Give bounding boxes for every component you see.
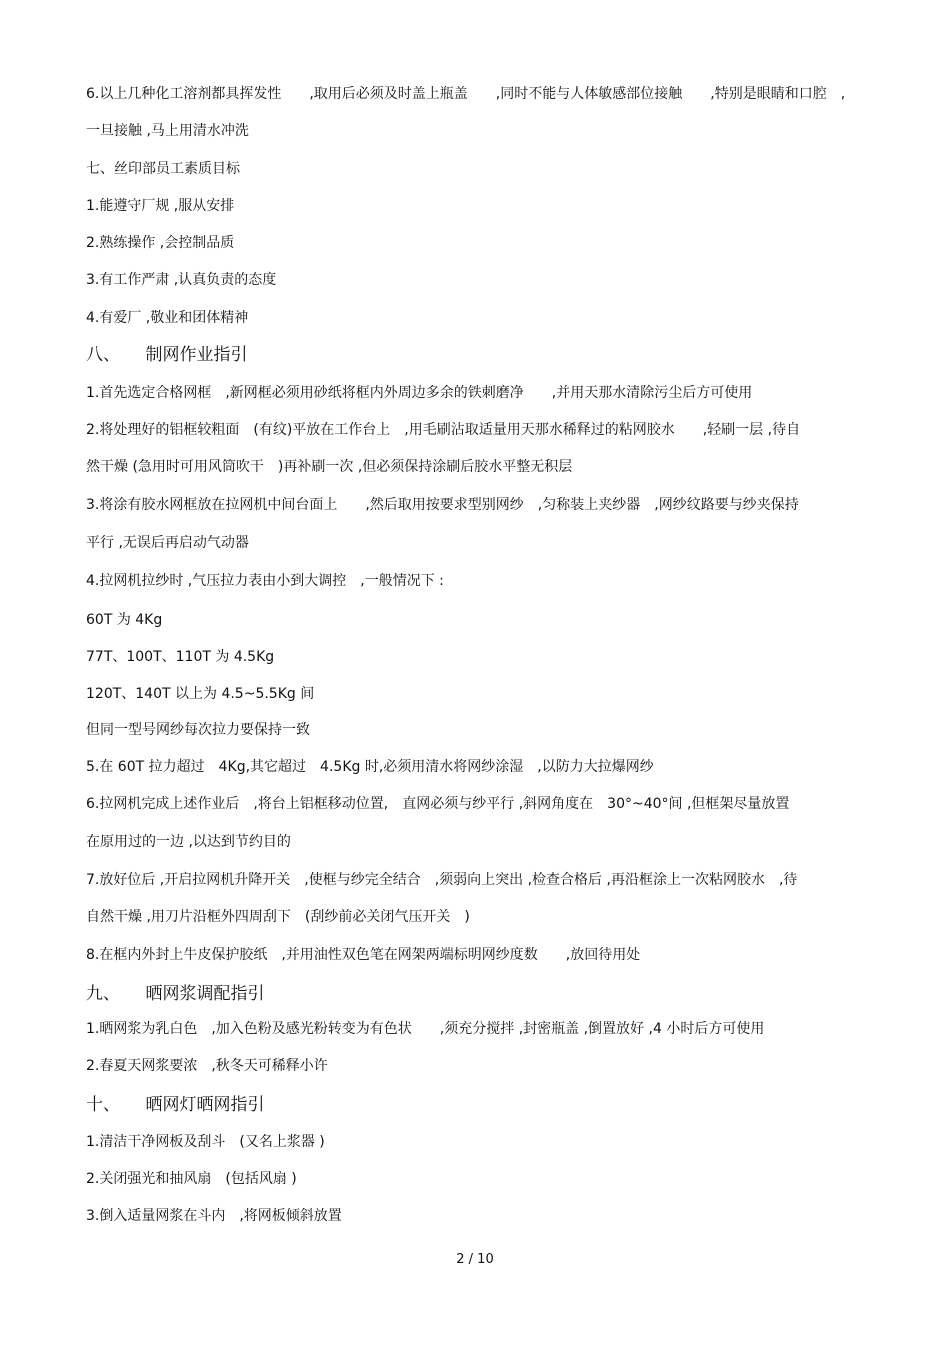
list-item: 2.关闭强光和抽风扇 (包括风扇 ) [86,1171,297,1187]
text-line: 然干燥 (急用时可用风筒吹干 )再补刷一次 ,但必须保持涂刷后胶水平整无积层 [86,459,573,475]
section-heading: 十、 晒网灯晒网指引 [86,1095,265,1115]
section-heading-small: 七、丝印部员工素质目标 [86,161,240,177]
list-item: 1.能遵守厂规 ,服从安排 [86,198,235,214]
text-line: 自然干燥 ,用刀片沿框外四周刮下 (刮纱前必关闭气压开关 ) [86,909,470,925]
text-line: 60T 为 4Kg [86,612,163,628]
text-line: 77T、100T、110T 为 4.5Kg [86,649,275,665]
section-heading: 九、 晒网浆调配指引 [86,984,265,1004]
list-item: 7.放好位后 ,开启拉网机升降开关 ,使框与纱完全结合 ,须弱向上突出 ,检查合格后 ,再沿框涂上一次粘网胶水 ,待 [86,872,798,888]
page-number: 2 / 10 [456,1252,494,1267]
text-line: 但同一型号网纱每次拉力要保持一致 [86,722,310,738]
text-line: 一旦接触 ,马上用清水冲洗 [86,123,249,139]
section-heading: 八、 制网作业指引 [86,345,248,365]
list-item: 4.有爱厂 ,敬业和团体精神 [86,310,249,326]
list-item: 6.拉网机完成上述作业后 ,将台上铝框移动位置, 直网必须与纱平行 ,斜网角度在 30°~40°间 ,但框架尽量放置 [86,796,790,812]
list-item: 3.将涂有胶水网框放在拉网机中间台面上 ,然后取用按要求型别网纱 ,匀称装上夹纱器 ,网纱纹路要与纱夹保持 [86,497,799,513]
list-item: 1.晒网浆为乳白色 ,加入色粉及感光粉转变为有色状 ,须充分搅拌 ,封密瓶盖 ,倒置放好 ,4 小时后方可使用 [86,1021,765,1037]
list-item: 3.倒入适量网浆在斗内 ,将网板倾斜放置 [86,1208,342,1224]
text-line: 平行 ,无误后再启动气动器 [86,535,249,551]
list-item: 2.春夏天网浆要浓 ,秋冬天可稀释小许 [86,1058,328,1074]
text-line: 120T、140T 以上为 4.5~5.5Kg 间 [86,686,315,702]
list-item: 8.在框内外封上牛皮保护胶纸 ,并用油性双色笔在网架两端标明网纱度数 ,放回待用处 [86,947,641,963]
text-line: 6.以上几种化工溶剂都具挥发性 ,取用后必须及时盖上瓶盖 ,同时不能与人体敏感部位接触 ,特别是眼睛和口腔 , [86,86,846,102]
list-item: 5.在 60T 拉力超过 4Kg,其它超过 4.5Kg 时,必须用清水将网纱涂湿 ,以防力大拉爆网纱 [86,759,654,775]
list-item: 2.熟练操作 ,会控制品质 [86,235,235,251]
list-item: 1.清洁干净网板及刮斗 (又名上浆器 ) [86,1134,325,1150]
list-item: 2.将处理好的铝框较粗面 (有纹)平放在工作台上 ,用毛刷沾取适量用天那水稀释过的粘网胶水 ,轻刷一层 ,待自 [86,422,801,438]
text-line: 在原用过的一边 ,以达到节约目的 [86,834,291,850]
list-item: 3.有工作严肃 ,认真负责的态度 [86,272,277,288]
list-item: 1.首先选定合格网框 ,新网框必须用砂纸将框内外周边多余的铁刺磨净 ,并用天那水清除污尘后方可使用 [86,385,753,401]
list-item: 4.拉网机拉纱时 ,气压拉力表由小到大调控 ,一般情况下 : [86,573,444,589]
